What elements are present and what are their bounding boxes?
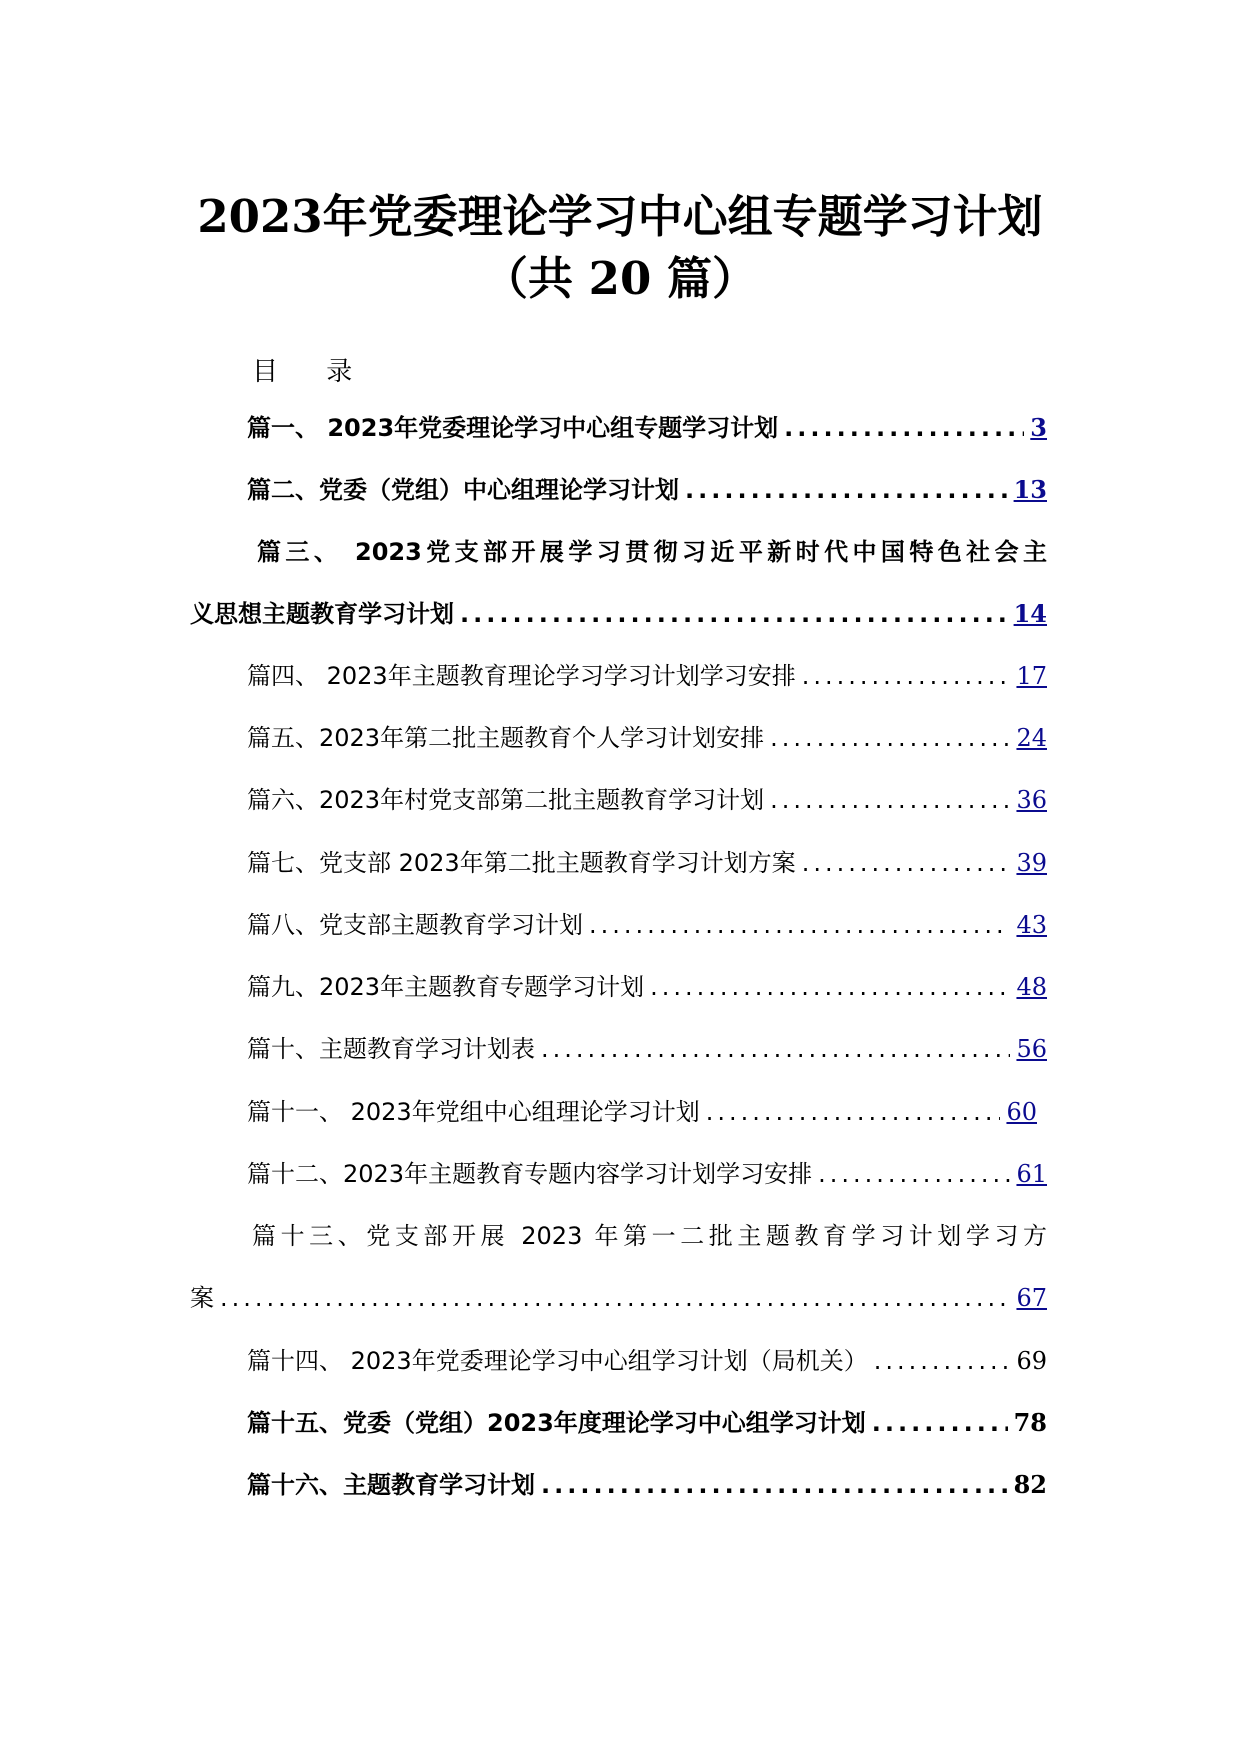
toc-page-number: 69 (1016, 1347, 1047, 1375)
toc-leader-dots (589, 907, 1010, 943)
toc-entry-14[interactable] (247, 1343, 1047, 1379)
toc-entry-label: 篇八、党支部主题教育学习计划 (247, 911, 583, 939)
document-title-line1: 2023年党委理论学习中心组专题学习计划 (197, 190, 1043, 243)
toc-entry-5[interactable] (247, 720, 1047, 756)
toc-page-link[interactable]: 56 (1016, 1035, 1047, 1063)
toc-entry-10[interactable] (247, 1031, 1047, 1067)
toc-leader-dots (220, 1280, 1010, 1316)
toc-page-link[interactable]: 48 (1016, 973, 1047, 1001)
toc-heading: 目 录 (252, 357, 373, 387)
toc-page-link[interactable]: 24 (1016, 724, 1047, 752)
toc-page-link[interactable]: 39 (1016, 849, 1047, 877)
toc-leader-dots (872, 1405, 1008, 1441)
toc-entry-label: 篇六、2023年村党支部第二批主题教育学习计划 (247, 786, 765, 814)
toc-leader-dots (784, 410, 1024, 446)
toc-entry-label: 篇一、 2023年党委理论学习中心组专题学习计划 (247, 414, 779, 442)
toc-leader-dots (541, 1467, 1008, 1503)
toc-page-number: 78 (1013, 1408, 1047, 1437)
toc-entry-label: 篇十二、2023年主题教育专题内容学习计划学习安排 (247, 1160, 813, 1188)
toc-leader-dots (802, 658, 1011, 694)
toc-entry-label: 篇二、党委（党组）中心组理论学习计划 (247, 476, 679, 504)
toc-page-link[interactable]: 3 (1030, 413, 1047, 442)
toc-entry-label: 篇五、2023年第二批主题教育个人学习计划安排 (247, 724, 765, 752)
toc-entry-1[interactable] (247, 410, 1047, 446)
toc-leader-dots (802, 845, 1011, 881)
toc-page-link[interactable]: 60 (1006, 1098, 1037, 1126)
toc-leader-dots (541, 1031, 1010, 1067)
toc-entry-6[interactable] (247, 782, 1047, 818)
toc-entry-label: 篇四、 2023年主题教育理论学习学习计划学习安排 (247, 662, 796, 690)
toc-entry-label: 篇十、主题教育学习计划表 (247, 1035, 535, 1063)
toc-page-number: 82 (1013, 1470, 1047, 1499)
toc-entry-16[interactable] (247, 1467, 1047, 1503)
toc-leader-dots (706, 1094, 1001, 1130)
toc-entry-label: 篇九、2023年主题教育专题学习计划 (247, 973, 645, 1001)
toc-page-link[interactable]: 43 (1016, 911, 1047, 939)
toc-page-link[interactable]: 36 (1016, 786, 1047, 814)
toc-leader-dots (650, 969, 1010, 1005)
toc-entry-7[interactable] (247, 845, 1047, 881)
toc-entry-label: 篇十六、主题教育学习计划 (247, 1471, 535, 1499)
toc-page-link[interactable]: 67 (1016, 1284, 1047, 1312)
toc-page-link[interactable]: 14 (1013, 599, 1047, 628)
toc-entry-9[interactable] (247, 969, 1047, 1005)
toc-entry-13[interactable] (190, 1280, 1047, 1316)
toc-leader-dots (685, 472, 1008, 508)
toc-leader-dots (770, 720, 1010, 756)
toc-leader-dots (460, 596, 1008, 632)
toc-entry-3-line1[interactable]: 篇三、 2023党支部开展学习贯彻习近平新时代中国特色社会主 (257, 538, 1047, 566)
toc-entry-11[interactable] (247, 1094, 1037, 1130)
toc-leader-dots (770, 782, 1010, 818)
toc-entry-label: 案 (190, 1284, 214, 1312)
toc-entry-3[interactable] (190, 596, 1047, 632)
toc-entry-label: 篇十五、党委（党组）2023年度理论学习中心组学习计划 (247, 1409, 866, 1437)
toc-entry-15[interactable] (247, 1405, 1047, 1441)
toc-entry-label: 篇十一、 2023年党组中心组理论学习计划 (247, 1098, 700, 1126)
toc-entry-12[interactable] (247, 1156, 1047, 1192)
toc-leader-dots (874, 1343, 1011, 1379)
toc-entry-13-line1[interactable]: 篇十三、党支部开展 2023 年第一二批主题教育学习计划学习方 (252, 1222, 1047, 1250)
toc-page-link[interactable]: 13 (1013, 475, 1047, 504)
toc-page-link[interactable]: 17 (1016, 662, 1047, 690)
document-title-line2: （共 20 篇） (483, 252, 757, 305)
toc-page-link[interactable]: 61 (1016, 1160, 1047, 1188)
toc-entry-2[interactable] (247, 472, 1047, 508)
toc-entry-label: 篇七、党支部 2023年第二批主题教育学习计划方案 (247, 849, 796, 877)
toc-entry-label: 义思想主题教育学习计划 (190, 600, 454, 628)
toc-entry-label: 篇十四、 2023年党委理论学习中心组学习计划（局机关） (247, 1347, 868, 1375)
toc-leader-dots (818, 1156, 1010, 1192)
toc-entry-8[interactable] (247, 907, 1047, 943)
toc-entry-4[interactable] (247, 658, 1047, 694)
